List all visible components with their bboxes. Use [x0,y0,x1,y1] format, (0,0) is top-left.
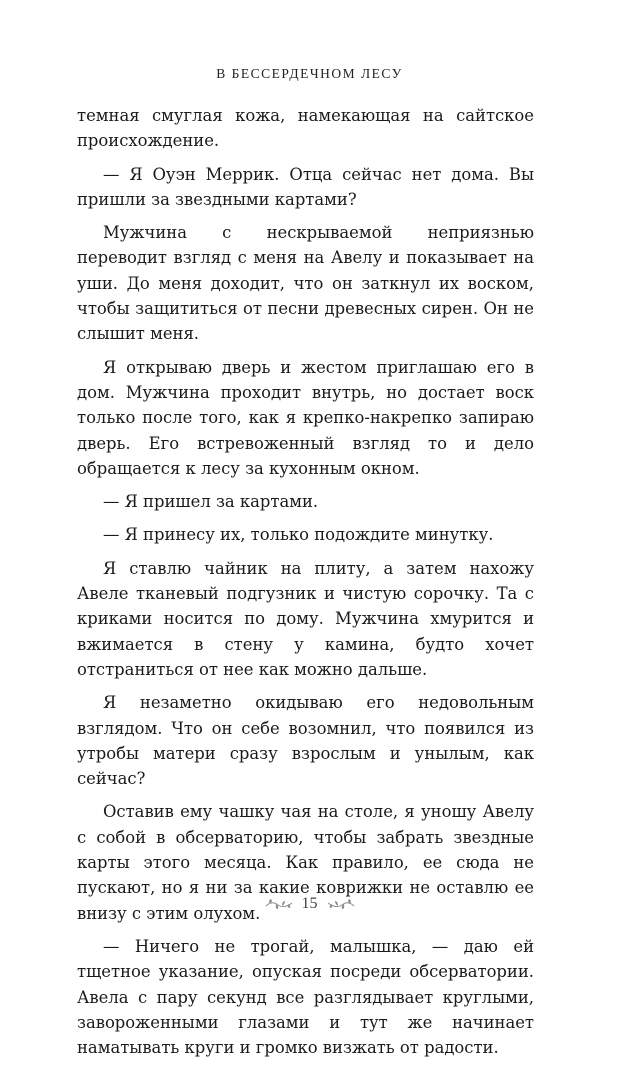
page-number: 15 [301,895,318,912]
paragraph: — Я принесу их, только подождите минутку. [103,525,494,545]
paragraph: — Ничего не трогай, малышка, — даю ей тщетное указание, опуская посреди обсерватории. Авела с пару секунд все разглядывает круглыми, завороженными глазами и тут же начинает наматывать круги и громко визжать от радости. [77,936,534,1058]
running-head: В БЕССЕРДЕЧНОМ ЛЕСУ [216,66,403,81]
page-footer [0,895,619,913]
paragraph: Мужчина с нескрываемой неприязнью переводит взгляд с меня на Авелу и показывает на уши. До меня доходит, что он заткнул их воском, чтобы защититься от песни древесных сирен. Он не слышит меня. [77,223,534,344]
paragraph: темная смуглая кожа, намекающая на сайтское происхождение. [77,106,534,151]
paragraph: Я открываю дверь и жестом приглашаю его в дом. Мужчина проходит внутрь, но достает воск только после того, как я крепко-накрепко запираю дверь. Его встревоженный взгляд то и дело обращается к лесу за кухонным окном. [77,357,534,478]
floral-vine-icon [326,897,356,911]
paragraph: — Я Оуэн Меррик. Отца сейчас нет дома. Вы пришли за звездными картами? [77,164,534,209]
paragraph: Я незаметно окидываю его недовольным взглядом. Что он себе возомнил, что появился из утробы матери сразу взрослым и унылым, как сейчас? [77,693,534,789]
paragraph: — Я пришел за картами. [103,492,319,512]
floral-vine-icon [264,897,294,911]
paragraph: Оставив ему чашку чая на столе, я уношу Авелу с собой в обсерваторию, чтобы забрать звездные карты этого месяца. Как правило, ее сюда не пускают, но я ни за какие коврижки не оставлю ее внизу с этим олухом. [77,802,534,923]
paragraph: Я ставлю чайник на плиту, а затем нахожу Авеле тканевый подгузник и чистую сорочку. Та с криками носится по дому. Мужчина хмурится и вжимается в стену у камина, будто хочет отстраниться от нее как можно дальше. [77,558,534,679]
body-text [77,103,534,1068]
